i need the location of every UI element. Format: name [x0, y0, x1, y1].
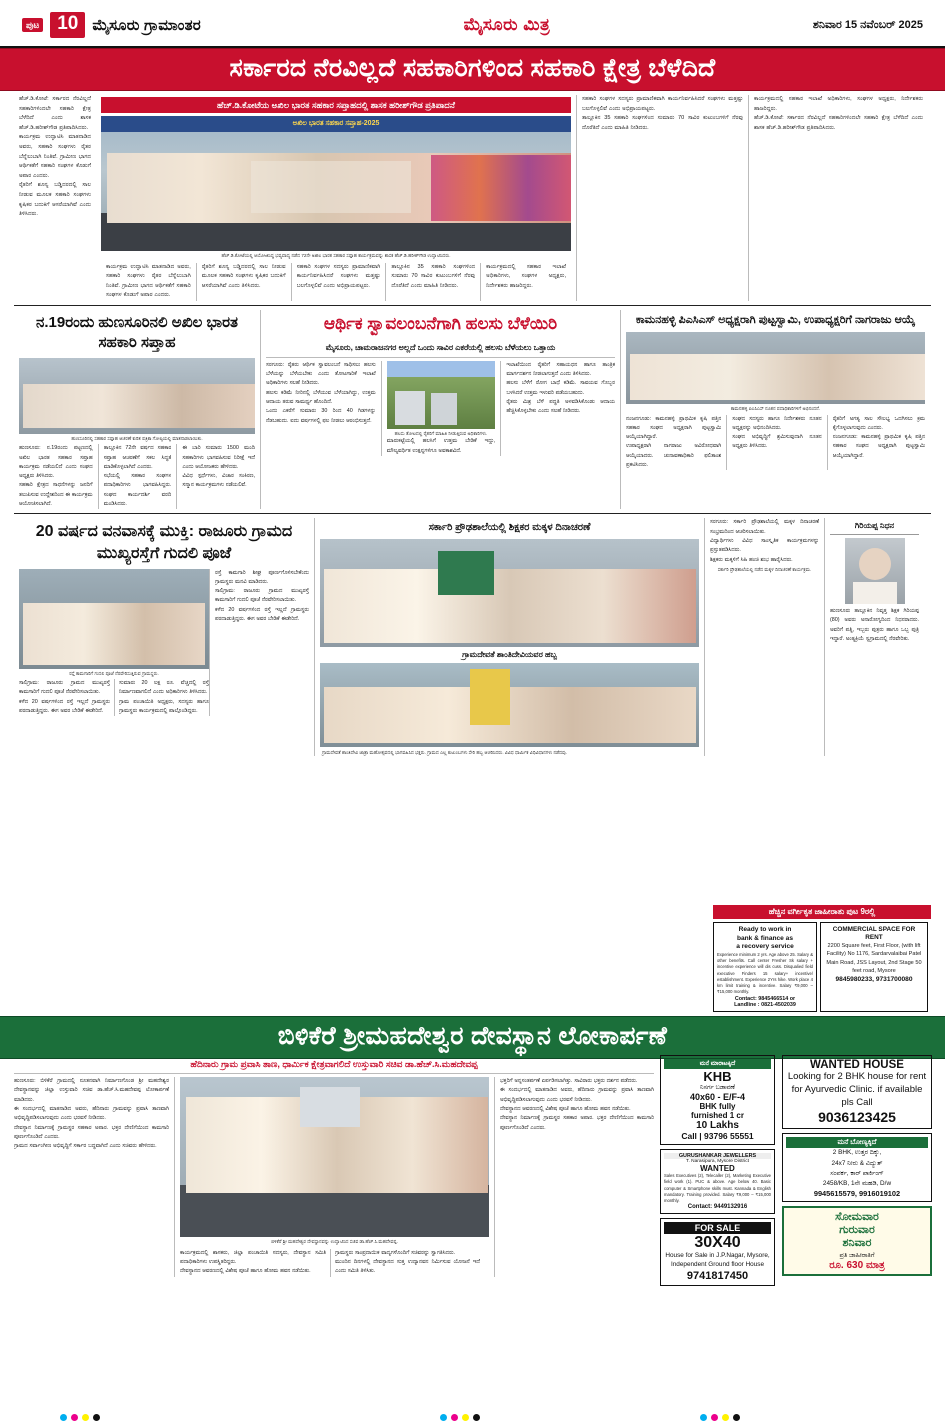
- story2-caption: ಹುಣಸೂರಿನಲ್ಲಿ ಸಹಕಾರ ಸಪ್ತಾಹ ಆಚರಣೆ ಕುರಿತ ಪತ್ರಿಕಾ ಗೋಷ್ಠಿಯಲ್ಲಿ ಮಾತನಾಡಲಾಯಿತು.: [71, 435, 203, 441]
- story6-photo2-title: ಗ್ರಾಮದೇವತೆ ಶಾಂತಿದೇವಿಯವರ ಹಬ್ಬ: [462, 649, 557, 659]
- cmyk-marks-left: [60, 1414, 100, 1421]
- story5-body-3: ರಸ್ತೆ ಕಾಮಗಾರಿ ಶೀಘ್ರ ಪೂರ್ಣಗೊಳಿಸಬೇಕೆಂದು ಗ್ರಾಮಸ್ಥರು ಮನವಿ ಮಾಡಿದರು.: [215, 569, 309, 585]
- story4-body-1b: ಉಪಾಧ್ಯಕ್ಷರಾಗಿ ನಾಗರಾಜು ಅವಿರೋಧವಾಗಿ ಆಯ್ಕೆಯಾದರು. ಚುನಾವಣಾಧಿಕಾರಿ ಫಲಿತಾಂಶ ಪ್ರಕಟಿಸಿದರು.: [626, 443, 722, 469]
- ad-recovery-contact: 9845466514 or: [758, 995, 796, 1002]
- paper-name: ಮೈಸೂರು ಮಿತ್ರ: [463, 15, 551, 34]
- lead-photo-caption: ಹೆಚ್.ಡಿ.ಕೋಟೆಯಲ್ಲಿ ಆಯೋಜಿಸಿದ್ದ ಭವ್ಯವಾದ್ಯ ನಡೆದ 72ನೇ ಅಖಿಲ ಭಾರತ ಸಹಕಾರ ಸಪ್ತಾಹ ಕಾರ್ಯಕ್ರಮವನ್ನು ಶಾಸಕ ಹೆಚ್.ಡಿ.ಹರೀಶ್‌ಗೌಡ ಉದ್ಘಾಟಿಸಿದರು.: [221, 253, 451, 258]
- ad-broker[interactable]: [782, 1133, 932, 1202]
- story3-body-1c: ಒಂದು ಎಕರೆಗೆ ಸುಮಾರು 30 ರಿಂದ 40 ಗಿಡಗಳನ್ನು ನೆಡಬಹುದು. ಐದು ವರ್ಷಗಳಲ್ಲಿ ಫಲ ನೀಡಲು ಆರಂಭಿಸುತ್ತದೆ.: [266, 408, 376, 424]
- page-number: 10: [50, 12, 85, 38]
- banner2-headline: ಬಿಳಿಕೆರೆ ಶ್ರೀಮಹದೇಶ್ವರ ದೇವಸ್ಥಾನ ಲೋಕಾರ್ಪಣೆ: [0, 1016, 945, 1059]
- story3-subhead: ಮೈಸೂರು, ಚಾಮರಾಜನಗರ ಅಲ್ಲದೆ ಒಂದು ಸಾವಿರ ಎಕರೆಯಲ್ಲಿ ಹಲಸು ಬೆಳೆಯಲು ಒತ್ತಾಯ: [266, 340, 615, 358]
- ads-column-1: [660, 1055, 775, 1286]
- ad-khb-line2: BHK fully: [699, 1102, 736, 1111]
- banner2-caption: ಬಿಳಿಕೆರೆ ಶ್ರೀ ಮಹದೇಶ್ವರ ದೇವಸ್ಥಾನವನ್ನು ಉದ್ಘಾಟಿಸಿದ ಸಚಿವ ಡಾ.ಹೆಚ್.ಸಿ.ಮಹದೇವಪ್ಪ.: [271, 1239, 398, 1245]
- lead-col-a: ಕಾರ್ಯಕ್ರಮ ಉದ್ಘಾಟಿಸಿ ಮಾತನಾಡಿದ ಅವರು, ಸಹಕಾರಿ ಸಂಘಗಳು ರೈತರ ಬೆನ್ನೆಲುಬಾಗಿ ನಿಂತಿವೆ. ಗ್ರಾಮೀಣ ಭಾಗದ ಆರ್ಥಿಕತೆಗೆ ಸಹಕಾರಿ ಸಂಘಗಳ ಕೊಡುಗೆ ಅಪಾರ ಎಂದರು.: [106, 263, 191, 299]
- ad-commercial-space[interactable]: [820, 922, 928, 1012]
- obituary-photo: [845, 538, 905, 604]
- ad-jewellers-body: Sales Executives (2), Telecaller (2), Marketing Executive field work (1). PUC & above. Age below 40. Basic computer & Smartphone skills must. Kannada & English mandatory. Training provided. Salary ₹9,000 – ₹15,000 monthly.: [664, 1173, 771, 1204]
- obituary-body: ಹುಣಸೂರು ತಾಲ್ಲೂಕಿನ ನಿವೃತ್ತ ಶಿಕ್ಷಕ ಗಿರಿಯಪ್ಪ (80) ಅವರು ಅನಾರೋಗ್ಯದಿಂದ ನಿಧನರಾದರು. ಅವರಿಗೆ ಪತ್ನಿ, ಇಬ್ಬರು ಪುತ್ರರು ಹಾಗೂ ಒಬ್ಬ ಪುತ್ರಿ ಇದ್ದಾರೆ. ಅಂತ್ಯಕ್ರಿಯೆ ಸ್ವಗ್ರಾಮದಲ್ಲಿ ನೆರವೇರಿತು.: [830, 608, 919, 643]
- story4-body-2b: ಸಂಘದ ಅಭಿವೃದ್ಧಿಗೆ ಶ್ರಮಿಸುವುದಾಗಿ ನೂತನ ಅಧ್ಯಕ್ಷರು ತಿಳಿಸಿದರು.: [732, 434, 822, 450]
- ad-broker-head: ಮನೆ ಬೋಣ್ಯಕ್ಕಿದೆ: [786, 1137, 928, 1148]
- ad-jewellers-name: GURUSHANKAR JEWELLERS: [664, 1153, 771, 1159]
- ad-somavara-l2: ಗುರುವಾರ: [839, 1224, 875, 1237]
- classified-header: ಹೆಚ್ಚಿನ ವರ್ಗೀಕೃತ ಜಾಹೀರಾತು ಪುಟ 9ರಲ್ಲಿ: [713, 905, 931, 919]
- story3-photo: [387, 361, 496, 429]
- ad-recovery-landline: 0821-4502039: [761, 1001, 796, 1008]
- lead-right-1: ಸಹಕಾರಿ ಸಂಘಗಳ ಸದಸ್ಯರು ಪ್ರಾಮಾಣಿಕವಾಗಿ ಕಾರ್ಯನಿರ್ವಹಿಸಿದರೆ ಸಂಘಗಳು ಮತ್ತಷ್ಟು ಬಲಗೊಳ್ಳಲಿವೆ ಎಂದು ಅಭಿಪ್ರಾಯಪಟ್ಟರು.: [582, 96, 743, 112]
- ad-jewellers-contact-label: Contact:: [687, 1204, 713, 1211]
- ad-recovery-contact-label: Contact:: [734, 995, 757, 1002]
- row-three: [0, 518, 945, 756]
- story4-body-3: ರೈತರಿಗೆ ಅಗತ್ಯ ಸಾಲ ಸೌಲಭ್ಯ ಒದಗಿಸಲು ಕ್ರಮ ಕೈಗೊಳ್ಳಲಾಗುವುದು ಎಂದರು.: [832, 415, 925, 431]
- banner2-body-4: ಭಕ್ತರಿಗೆ ಅನ್ನಸಂತರ್ಪಣೆ ಏರ್ಪಡಿಸಲಾಗಿತ್ತು. ಸಾವಿರಾರು ಭಕ್ತರು ದರ್ಶನ ಪಡೆದರು.: [500, 1078, 638, 1085]
- story5-body-1: ಸಾಲಿಗ್ರಾಮ: ರಾಜೂರು ಗ್ರಾಮದ ಮುಖ್ಯರಸ್ತೆ ಕಾಮಗಾರಿಗೆ ಗುದಲಿ ಪೂಜೆ ನೆರವೇರಿಸಲಾಯಿತು.: [19, 680, 110, 696]
- lead-body-2: ಕಾರ್ಯಕ್ರಮ ಉದ್ಘಾಟಿಸಿ ಮಾತನಾಡಿದ ಅವರು, ಸಹಕಾರಿ ಸಂಘಗಳು ರೈತರ ಬೆನ್ನೆಲುಬಾಗಿ ನಿಂತಿವೆ. ಗ್ರಾಮೀಣ ಭಾಗದ ಆರ್ಥಿಕತೆಗೆ ಸಹಕಾರಿ ಸಂಘಗಳ ಕೊಡುಗೆ ಅಪಾರ ಎಂದರು.: [19, 134, 91, 179]
- ad-khb[interactable]: [660, 1055, 775, 1145]
- ad-wanted-phone: 9036123425: [818, 1109, 896, 1126]
- banner2-body-3: ಗ್ರಾಮಸ್ಥರು ಸಾಂಪ್ರದಾಯಿಕ ವಾದ್ಯಗಳೊಂದಿಗೆ ಸಚಿವರನ್ನು ಸ್ವಾಗತಿಸಿದರು.: [335, 1249, 456, 1256]
- cmyk-marks-center: [440, 1414, 480, 1421]
- ad-somavara-l5: ರೂ. 630 ಮಾತ್ರ: [829, 1260, 885, 1272]
- ad-recovery-line3: a recovery service: [736, 943, 794, 951]
- lead-col-c: ಸಹಕಾರಿ ಸಂಘಗಳ ಸದಸ್ಯರು ಪ್ರಾಮಾಣಿಕವಾಗಿ ಕಾರ್ಯನಿರ್ವಹಿಸಿದರೆ ಸಂಘಗಳು ಮತ್ತಷ್ಟು ಬಲಗೊಳ್ಳಲಿವೆ ಎಂದು ಅಭಿಪ್ರಾಯಪಟ್ಟರು.: [296, 263, 381, 289]
- ad-broker-line4: 2458/KB, 1ನೇ ಮಹಡಿ, D/w: [822, 1180, 892, 1188]
- story6-headline: ಸರ್ಕಾರಿ ಪ್ರೌಢಶಾಲೆಯಲ್ಲಿ ಶಿಕ್ಷಕರ ಮಕ್ಕಳ ದಿನಾಚರಣೆ: [428, 522, 591, 534]
- story2-body-3: ಈ ಬಾರಿ ಸುಮಾರು 1500 ಮಂದಿ ಸಹಕಾರಿಗಳು ಭಾಗವಹಿಸುವ ನಿರೀಕ್ಷೆ ಇದೆ ಎಂದು ಆಯೋಜಕರು ಹೇಳಿದರು.: [182, 445, 255, 470]
- obituary-title: ಗಿರಿಯಪ್ಪ ನಿಧನ: [830, 518, 919, 535]
- ad-broker-phones: 9945615579, 9916019102: [813, 1189, 901, 1199]
- story5-photo: [19, 569, 209, 669]
- story2-body-1: ಹುಣಸೂರು: ನ.19ರಂದು ಪಟ್ಟಣದಲ್ಲಿ ಅಖಿಲ ಭಾರತ ಸಹಕಾರ ಸಪ್ತಾಹ ಕಾರ್ಯಕ್ರಮ ನಡೆಯಲಿದೆ ಎಂದು ಸಂಘದ ಅಧ್ಯಕ್ಷರು ತಿಳಿಸಿದರು.: [19, 445, 93, 480]
- lead-photo: [101, 116, 571, 251]
- banner2-body-1d: ಗ್ರಾಮದ ಸರ್ವಾಂಗೀಣ ಅಭಿವೃದ್ಧಿಗೆ ಸರ್ಕಾರ ಬದ್ಧವಾಗಿದೆ ಎಂದು ಸಚಿವರು ಹೇಳಿದರು.: [14, 1143, 157, 1150]
- ad-broker-line2: 24x7 ನೀರು & ವಿದ್ಯುತ್: [831, 1159, 883, 1167]
- story5-body-3b: ಸಾಲಿಗ್ರಾಮ: ರಾಜೂರು ಗ್ರಾಮದ ಮುಖ್ಯರಸ್ತೆ ಕಾಮಗಾರಿಗೆ ಗುದಲಿ ಪೂಜೆ ನೆರವೇರಿಸಲಾಯಿತು.: [215, 588, 309, 604]
- bottom-story: [14, 1055, 654, 1277]
- ad-for-sale[interactable]: [660, 1218, 775, 1286]
- story5-body-1b: ಕಳೆದ 20 ವರ್ಷಗಳಿಂದ ರಸ್ತೆ ಇಲ್ಲದೆ ಗ್ರಾಮಸ್ಥರು ಪರದಾಡುತ್ತಿದ್ದರು. ಈಗ ಅವರ ಬೇಡಿಕೆ ಈಡೇರಿದೆ.: [19, 698, 110, 715]
- ad-somavara-l1: ಸೋಮವಾರ: [835, 1211, 879, 1224]
- story6-body-3: ಶಿಕ್ಷಕರು ಮಕ್ಕಳಿಗೆ ಸಿಹಿ ಹಂಚಿ ಶುಭ ಹಾರೈಸಿದರು.: [710, 556, 793, 563]
- story5-body-2: ಸುಮಾರು 20 ಲಕ್ಷ ರೂ. ವೆಚ್ಚದಲ್ಲಿ ರಸ್ತೆ ನಿರ್ಮಾಣವಾಗಲಿದೆ ಎಂದು ಅಧಿಕಾರಿಗಳು ತಿಳಿಸಿದರು.: [119, 680, 209, 696]
- ad-forsale-title: 30X40: [694, 1234, 741, 1252]
- story6-body-2: ವಿದ್ಯಾರ್ಥಿಗಳು ವಿವಿಧ ಸಾಂಸ್ಕೃತಿಕ ಕಾರ್ಯಕ್ರಮಗಳನ್ನು ಪ್ರಸ್ತುತಪಡಿಸಿದರು.: [710, 537, 819, 554]
- story3-body-3c: ರೈತರು ಮಿಶ್ರ ಬೆಳೆ ಪದ್ಧತಿ ಅಳವಡಿಸಿಕೊಂಡು ಆದಾಯ ಹೆಚ್ಚಿಸಿಕೊಳ್ಳಬೇಕು ಎಂದು ಸಲಹೆ ನೀಡಿದರು.: [506, 399, 616, 415]
- ad-khb-call: Call | 93796 55551: [681, 1131, 754, 1141]
- ad-jewellers[interactable]: [660, 1149, 775, 1214]
- story4-photo: [626, 332, 925, 404]
- lead-body-1: ಹೆಚ್.ಡಿ.ಕೋಟೆ: ಸರ್ಕಾರದ ನೆರವಿಲ್ಲದೆ ಸಹಕಾರಿಗಳಿಂದಲೇ ಸಹಕಾರಿ ಕ್ಷೇತ್ರ ಬೆಳೆದಿದೆ ಎಂದು ಶಾಸಕ ಹೆಚ್.ಡಿ.ಹರೀಶ್‌ಗೌಡ ಪ್ರತಿಪಾದಿಸಿದರು.: [19, 96, 91, 131]
- banner2-body-3b: ಮುಂದಿನ ದಿನಗಳಲ್ಲಿ ದೇವಸ್ಥಾನದ ಸುತ್ತ ಉದ್ಯಾನವನ ನಿರ್ಮಿಸುವ ಯೋಜನೆ ಇದೆ ಎಂದು ಸಮಿತಿ ತಿಳಿಸಿತು.: [335, 1259, 480, 1275]
- banner2-subhead: ಹೆದಿನಾರು ಗ್ರಾಮ ಪ್ರವಾಸಿ ತಾಣ, ಧಾರ್ಮಿಕ ಕ್ಷೇತ್ರವಾಗಲಿದೆ ಉಸ್ತುವಾರಿ ಸಚಿವ ಡಾ.ಹೆಚ್.ಸಿ.ಮಹದೇವಪ್ಪ: [14, 1055, 654, 1074]
- ad-recovery-line2: bank & finance as: [736, 934, 794, 942]
- ad-jewellers-contact: 9449132916: [713, 1204, 748, 1211]
- lead-col-d: ತಾಲ್ಲೂಕಿನ 35 ಸಹಕಾರಿ ಸಂಘಗಳಿಂದ ಸುಮಾರು 70 ಸಾವಿರ ಕುಟುಂಬಗಳಿಗೆ ನೆರವು ದೊರೆತಿದೆ ಎಂದು ಮಾಹಿತಿ ನೀಡಿದರು.: [391, 263, 476, 289]
- story6-photo: [320, 539, 699, 647]
- row-two: [0, 310, 945, 509]
- ad-jewellers-wanted: WANTED: [700, 1164, 735, 1173]
- lead-photo-kicker: ಹೆಚ್.ಡಿ.ಕೋಟೆಯ ಅಖಿಲ ಭಾರತ ಸಹಕಾರ ಸಪ್ತಾಹದಲ್ಲಿ ಶಾಸಕ ಹರೀಶ್‌ಗೌಡ ಪ್ರತಿಪಾದನೆ: [101, 97, 571, 113]
- ad-khb-line3: furnished 1 cr: [691, 1111, 744, 1120]
- story3-headline: ಆರ್ಥಿಕ ಸ್ವಾವಲಂಬನೆಗಾಗಿ ಹಲಸು ಬೆಳೆಯಿರಿ: [323, 314, 558, 334]
- lead-right-3: ಕಾರ್ಯಕ್ರಮದಲ್ಲಿ ಸಹಕಾರ ಇಲಾಖೆ ಅಧಿಕಾರಿಗಳು, ಸಂಘಗಳ ಅಧ್ಯಕ್ಷರು, ನಿರ್ದೇಶಕರು ಹಾಜರಿದ್ದರು.: [754, 96, 923, 112]
- story6-photo2: [320, 663, 699, 747]
- ad-recovery-body: Experience minimum 2 yrs. Age above 25. Salary & other benefits. Call center Fresher Sk salary + incentive experience will dis cuss. Disqualied field executive Finders 15 salary+ incentive/ establishment. Experience 2Yrs hike. Work place 4 km limit training & incentive. Salary ₹9,000 – ₹15,000 monthly.: [717, 951, 813, 995]
- story6-body-1: ಸರಗೂರು: ಸರ್ಕಾರಿ ಪ್ರೌಢಶಾಲೆಯಲ್ಲಿ ಮಕ್ಕಳ ದಿನಾಚರಣೆ ಸಂಭ್ರಮದಿಂದ ಆಚರಿಸಲಾಯಿತು.: [710, 519, 819, 535]
- masthead-left: [22, 12, 201, 38]
- story3-body-1b: ಹಲಸು ಕಡಿಮೆ ನೀರಿನಲ್ಲಿ ಬೆಳೆಯುವ ಬೆಳೆಯಾಗಿದ್ದು, ಉತ್ತಮ ಆದಾಯ ತರುವ ಸಾಮರ್ಥ್ಯ ಹೊಂದಿದೆ.: [266, 389, 376, 406]
- lead-photo-banner: ಅಖಿಲ ಭಾರತ ಸಹಕಾರ ಸಪ್ತಾಹ-2025: [101, 116, 571, 132]
- story5-body-2b: ಗ್ರಾಮ ಪಂಚಾಯಿತಿ ಅಧ್ಯಕ್ಷರು, ಸದಸ್ಯರು ಹಾಗೂ ಗ್ರಾಮಸ್ಥರು ಕಾರ್ಯಕ್ರಮದಲ್ಲಿ ಪಾಲ್ಗೊಂಡಿದ್ದರು.: [119, 698, 209, 715]
- lead-right-4: ಹೆಚ್.ಡಿ.ಕೋಟೆ: ಸರ್ಕಾರದ ನೆರವಿಲ್ಲದೆ ಸಹಕಾರಿಗಳಿಂದಲೇ ಸಹಕಾರಿ ಕ್ಷೇತ್ರ ಬೆಳೆದಿದೆ ಎಂದು ಶಾಸಕ ಹೆಚ್.ಡಿ.ಹರೀಶ್‌ಗೌಡ ಪ್ರತಿಪಾದಿಸಿದರು.: [754, 115, 923, 131]
- cmyk-marks-right: [700, 1414, 740, 1421]
- story2-body-2: ತಾಲ್ಲೂಕಿನ 72ನೇ ವರ್ಷದ ಸಹಕಾರ ಸಪ್ತಾಹ ಆಚರಣೆಗೆ ಸಕಲ ಸಿದ್ಧತೆ ಮಾಡಿಕೊಳ್ಳಲಾಗಿದೆ ಎಂದರು.: [103, 445, 172, 470]
- story4-body-1: ನಂಜನಗೂಡು: ಕಾಮನಹಳ್ಳಿ ಪ್ರಾಥಮಿಕ ಕೃಷಿ ಪತ್ತಿನ ಸಹಕಾರ ಸಂಘದ ಅಧ್ಯಕ್ಷರಾಗಿ ಪುಟ್ಟಸ್ವಾಮಿ ಆಯ್ಕೆಯಾಗಿದ್ದಾರೆ.: [626, 415, 722, 441]
- ad-forsale-body: House for Sale in J.P.Nagar, Mysore, Independent Ground floor House: [665, 1252, 770, 1269]
- story2-body-3b: ವಿವಿಧ ಸ್ಪರ್ಧೆಗಳು, ವಿಚಾರ ಸಂಕಿರಣ, ಸನ್ಮಾನ ಕಾರ್ಯಕ್ರಮಗಳು ನಡೆಯಲಿವೆ.: [182, 473, 255, 489]
- story4-body-3b: ನಂಜನಗೂಡು: ಕಾಮನಹಳ್ಳಿ ಪ್ರಾಥಮಿಕ ಕೃಷಿ ಪತ್ತಿನ ಸಹಕಾರ ಸಂಘದ ಅಧ್ಯಕ್ಷರಾಗಿ ಪುಟ್ಟಸ್ವಾಮಿ ಆಯ್ಕೆಯಾಗಿದ್ದಾರೆ.: [832, 434, 925, 459]
- banner2-photo: [180, 1077, 489, 1237]
- ad-forsale-head: FOR SALE: [664, 1222, 771, 1234]
- ad-somavara-l4: ಪ್ರತಿ ಜಾಹೀರಾತಿಗೆ: [839, 1252, 875, 1260]
- story4-headline: ಕಾಮನಹಳ್ಳಿ ಪಿಎಸಿಎಸ್ ಅಧ್ಯಕ್ಷರಾಗಿ ಪುಟ್ಟಸ್ವಾಮಿ, ಉಪಾಧ್ಯಕ್ಷರಿಗೆ ನಾಗರಾಜು ಆಯ್ಕೆ: [635, 314, 916, 327]
- banner2-body-1b: ಈ ಸಂದರ್ಭದಲ್ಲಿ ಮಾತನಾಡಿದ ಅವರು, ಹೆದಿನಾರು ಗ್ರಾಮವನ್ನು ಪ್ರವಾಸಿ ತಾಣವಾಗಿ ಅಭಿವೃದ್ಧಿಪಡಿಸಲಾಗುವುದು ಎಂದು ಭರವಸೆ ನೀಡಿದರು.: [14, 1106, 169, 1122]
- story4-body-2: ಸಂಘದ ಸದಸ್ಯರು ಹಾಗೂ ನಿರ್ದೇಶಕರು ನೂತನ ಅಧ್ಯಕ್ಷರನ್ನು ಅಭಿನಂದಿಸಿದರು.: [732, 415, 822, 431]
- story2-headline: ನ.19ರಂದು ಹುಣಸೂರಿನಲಿ ಅಖಿಲ ಭಾರತ ಸಹಕಾರಿ ಸಪ್ತಾಹ: [36, 314, 238, 352]
- story3-caption: ಹಲಸು ತೋಟದಲ್ಲಿ ರೈತರಿಗೆ ಮಾಹಿತಿ ನೀಡುತ್ತಿರುವ ಅಧಿಕಾರಿಗಳು.: [394, 430, 488, 436]
- story5-headline: 20 ವರ್ಷದ ವನವಾಸಕ್ಕೆ ಮುಕ್ತಿ: ರಾಜೂರು ಗ್ರಾಮದ ಮುಖ್ಯರಸ್ತೆಗೆ ಗುದಲಿ ಪೂಜೆ: [35, 523, 293, 562]
- story4-caption: ಕಾಮನಹಳ್ಳಿ ಪಿಎಸಿಎಸ್ ನೂತನ ಪದಾಧಿಕಾರಿಗಳಿಗೆ ಅಭಿನಂದನೆ.: [730, 405, 821, 411]
- masthead: [0, 0, 945, 48]
- ad-recovery[interactable]: [713, 922, 817, 1012]
- story3-body-3b: ಹಲಸು ಬೆಳೆಗೆ ರೋಗ ಬಾಧೆ ಕಡಿಮೆ. ಸಾವಯವ ಗೊಬ್ಬರ ಬಳಸಿದರೆ ಉತ್ತಮ ಇಳುವರಿ ಪಡೆಯಬಹುದು.: [506, 380, 616, 396]
- ad-broker-line1: 2 BHK, ಉತ್ತರ ದಿಕ್ಕು,: [832, 1149, 882, 1157]
- ad-somavara[interactable]: [782, 1206, 932, 1276]
- story5-body-3c: ಕಳೆದ 20 ವರ್ಷಗಳಿಂದ ರಸ್ತೆ ಇಲ್ಲದೆ ಗ್ರಾಮಸ್ಥರು ಪರದಾಡುತ್ತಿದ್ದರು. ಈಗ ಅವರ ಬೇಡಿಕೆ ಈಡೇರಿದೆ.: [215, 606, 309, 622]
- lead-headline: ಸರ್ಕಾರದ ನೆರವಿಲ್ಲದೆ ಸಹಕಾರಿಗಳಿಂದ ಸಹಕಾರಿ ಕ್ಷೇತ್ರ ಬೆಳೆದಿದೆ: [0, 48, 945, 91]
- story5-caption: ರಸ್ತೆ ಕಾಮಗಾರಿಗೆ ಗುದಲಿ ಪೂಜೆ ನೆರವೇರಿಸುತ್ತಿರುವ ಗ್ರಾಮಸ್ಥರು.: [69, 670, 159, 676]
- ad-khb-title: KHB: [703, 1069, 732, 1084]
- ad-recovery-landline-label: Landline :: [734, 1001, 760, 1008]
- lead-col-e: ಕಾರ್ಯಕ್ರಮದಲ್ಲಿ ಸಹಕಾರ ಇಲಾಖೆ ಅಧಿಕಾರಿಗಳು, ಸಂಘಗಳ ಅಧ್ಯಕ್ಷರು, ನಿರ್ದೇಶಕರು ಹಾಜರಿದ್ದರು.: [486, 263, 567, 289]
- classified-ads-panel: [713, 905, 931, 1012]
- ad-wanted-house[interactable]: [782, 1055, 932, 1129]
- ad-wanted-head: WANTED HOUSE: [810, 1059, 904, 1071]
- banner2-body-2: ಕಾರ್ಯಕ್ರಮದಲ್ಲಿ ಶಾಸಕರು, ಜಿಲ್ಲಾ ಪಂಚಾಯಿತಿ ಸದಸ್ಯರು, ದೇವಸ್ಥಾನ ಸಮಿತಿ ಪದಾಧಿಕಾರಿಗಳು ಉಪಸ್ಥಿತರಿದ್ದರು.: [180, 1249, 326, 1266]
- edition-name: ಮೈಸೂರು ಗ್ರಾಮಾಂತರ: [92, 16, 201, 34]
- ad-commercial-phones: 9845980233, 9731700080: [835, 975, 913, 983]
- banner2-body-1c: ದೇವಸ್ಥಾನ ನಿರ್ಮಾಣಕ್ಕೆ ಗ್ರಾಮಸ್ಥರ ಸಹಕಾರ ಅಪಾರ. ಭಕ್ತರ ದೇಣಿಗೆಯಿಂದ ಕಾಮಗಾರಿ ಪೂರ್ಣಗೊಂಡಿದೆ ಎಂದರು.: [14, 1124, 169, 1140]
- publication-date: ಶನಿವಾರ 15 ನವೆಂಬರ್ 2025: [812, 18, 923, 31]
- banner2-body-2b: ದೇವಸ್ಥಾನದ ಆವರಣದಲ್ಲಿ ವಿಶೇಷ ಪೂಜೆ ಹಾಗೂ ಹೋಮ ಹವನ ನಡೆಯಿತು.: [180, 1268, 311, 1275]
- story6-photo2-caption: ಗ್ರಾಮದೇವತೆ ಶಾಂತಿದೇವಿ ಜಾತ್ರಾ ಮಹೋತ್ಸವದಲ್ಲಿ ಭಾಗವಹಿಸಿದ ಭಕ್ತರು. ಗ್ರಾಮದ ಎಲ್ಲ ಕುಟುಂಬಗಳು ಸೇರಿ ಹಬ್ಬ ಆಚರಿಸಿದರು. ವಿವಿಧ ಧಾರ್ಮಿಕ ವಿಧಿವಿಧಾನಗಳು ನಡೆದವು.: [322, 749, 568, 755]
- banner2-body-1: ಹುಣಸೂರು: ಬಿಳಿಕೆರೆ ಗ್ರಾಮದಲ್ಲಿ ನೂತನವಾಗಿ ನಿರ್ಮಾಣಗೊಂಡ ಶ್ರೀ ಮಹದೇಶ್ವರ ದೇವಸ್ಥಾನವನ್ನು ಜಿಲ್ಲಾ ಉಸ್ತುವಾರಿ ಸಚಿವ ಡಾ.ಹೆಚ್.ಸಿ.ಮಹದೇವಪ್ಪ ಲೋಕಾರ್ಪಣೆ ಮಾಡಿದರು.: [14, 1078, 169, 1103]
- story2-body-1b: ಸಹಕಾರಿ ಕ್ಷೇತ್ರದ ಸಾಧನೆಗಳನ್ನು ಜನರಿಗೆ ತಲುಪಿಸುವ ಉದ್ದೇಶದಿಂದ ಈ ಕಾರ್ಯಕ್ರಮ ಆಯೋಜಿಸಲಾಗಿದೆ.: [19, 482, 93, 508]
- banner2-body-4b: ಈ ಸಂದರ್ಭದಲ್ಲಿ ಮಾತನಾಡಿದ ಅವರು, ಹೆದಿನಾರು ಗ್ರಾಮವನ್ನು ಪ್ರವಾಸಿ ತಾಣವಾಗಿ ಅಭಿವೃದ್ಧಿಪಡಿಸಲಾಗುವುದು ಎಂದು ಭರವಸೆ ನೀಡಿದರು.: [500, 1087, 654, 1103]
- page-label: ಪುಟ: [22, 18, 43, 32]
- ads-column-2: [782, 1055, 932, 1276]
- ad-khb-line1: ನಿಸರ್ಗ ಬಡಾವಣೆ: [700, 1084, 735, 1091]
- ad-khb-head: ಮನೆ ಮಾರಾಟಕ್ಕಿದೆ: [664, 1059, 771, 1069]
- ad-broker-line3: ಸಂಪರ್ಕ, ಕಾರ್ ಪಾರ್ಕಿಂಗ್: [830, 1169, 884, 1177]
- banner2-body-4c: ದೇವಸ್ಥಾನದ ಆವರಣದಲ್ಲಿ ವಿಶೇಷ ಪೂಜೆ ಹಾಗೂ ಹೋಮ ಹವನ ನಡೆಯಿತು.: [500, 1106, 631, 1113]
- story6-caption: ಸರ್ಕಾರಿ ಪ್ರೌಢಶಾಲೆಯಲ್ಲಿ ನಡೆದ ಮಕ್ಕಳ ದಿನಾಚರಣೆ ಕಾರ್ಯಕ್ರಮ.: [717, 566, 812, 572]
- banner2-body-4d: ದೇವಸ್ಥಾನ ನಿರ್ಮಾಣಕ್ಕೆ ಗ್ರಾಮಸ್ಥರ ಸಹಕಾರ ಅಪಾರ. ಭಕ್ತರ ದೇಣಿಗೆಯಿಂದ ಕಾಮಗಾರಿ ಪೂರ್ಣಗೊಂಡಿದೆ ಎಂದರು.: [500, 1115, 654, 1131]
- ad-commercial-body: 2200 Square feet, First Floor, (with lift Facility) No 1176, Sardarvalaibai Patel Main Road, JSS Layout, 2nd Stage 50 feet road, Mysore: [826, 943, 922, 975]
- ad-wanted-body: Looking for 2 BHK house for rent for Ayurvedic Clinic. if available pls Call: [787, 1071, 927, 1108]
- story3-body-2: ಮಾರುಕಟ್ಟೆಯಲ್ಲಿ ಹಲಸಿಗೆ ಉತ್ತಮ ಬೇಡಿಕೆ ಇದ್ದು, ಮೌಲ್ಯವರ್ಧಿತ ಉತ್ಪನ್ನಗಳಿಗೂ ಅವಕಾಶವಿದೆ.: [386, 438, 496, 454]
- lead-body-3: ರೈತರಿಗೆ ಶೂನ್ಯ ಬಡ್ಡಿದರದಲ್ಲಿ ಸಾಲ ನೀಡುವ ಮೂಲಕ ಸಹಕಾರಿ ಸಂಘಗಳು ಕೃಷಿಕರ ಬದುಕಿಗೆ ಆಸರೆಯಾಗಿವೆ ಎಂದು ತಿಳಿಸಿದರು.: [19, 182, 91, 218]
- lead-col-b: ರೈತರಿಗೆ ಶೂನ್ಯ ಬಡ್ಡಿದರದಲ್ಲಿ ಸಾಲ ನೀಡುವ ಮೂಲಕ ಸಹಕಾರಿ ಸಂಘಗಳು ಕೃಷಿಕರ ಬದುಕಿಗೆ ಆಸರೆಯಾಗಿವೆ ಎಂದು ತಿಳಿಸಿದರು.: [201, 263, 286, 289]
- lead-right-2: ತಾಲ್ಲೂಕಿನ 35 ಸಹಕಾರಿ ಸಂಘಗಳಿಂದ ಸುಮಾರು 70 ಸಾವಿರ ಕುಟುಂಬಗಳಿಗೆ ನೆರವು ದೊರೆತಿದೆ ಎಂದು ಮಾಹಿತಿ ನೀಡಿದರು.: [582, 115, 743, 131]
- story3-body-3: ಇಲಾಖೆಯಿಂದ ರೈತರಿಗೆ ಸಹಾಯಧನ ಹಾಗೂ ತಾಂತ್ರಿಕ ಮಾರ್ಗದರ್ಶನ ನೀಡಲಾಗುತ್ತದೆ ಎಂದು ತಿಳಿಸಿದರು.: [506, 361, 616, 378]
- lead-section: [0, 91, 945, 301]
- ad-commercial-title: COMMERCIAL SPACE FOR RENT: [832, 926, 916, 941]
- ad-recovery-line1: Ready to work in: [738, 926, 792, 933]
- ad-forsale-phone: 9741817450: [686, 1270, 749, 1283]
- ad-somavara-l3: ಶನಿವಾರ: [842, 1237, 872, 1250]
- story3-body-1: ಸರಗೂರು: ರೈತರು ಆರ್ಥಿಕ ಸ್ವಾವಲಂಬನೆ ಸಾಧಿಸಲು ಹಲಸು ಬೆಳೆಯನ್ನು ಬೆಳೆಯಬೇಕು ಎಂದು ತೋಟಗಾರಿಕೆ ಇಲಾಖೆ ಅಧಿಕಾರಿಗಳು ಸಲಹೆ ನೀಡಿದರು.: [266, 361, 376, 387]
- story2-photo: [19, 358, 255, 434]
- ad-khb-size: 40x60 - E/F-4: [689, 1092, 746, 1102]
- story2-body-2b: ಸಭೆಯಲ್ಲಿ ಸಹಕಾರ ಸಂಘಗಳ ಪದಾಧಿಕಾರಿಗಳು ಭಾಗವಹಿಸಿದ್ದರು. ಸಂಘದ ಕಾರ್ಯದರ್ಶಿ ವರದಿ ಮಂಡಿಸಿದರು.: [103, 473, 172, 508]
- ad-khb-price: 10 Lakhs: [696, 1120, 739, 1131]
- ad-jewellers-addr: T. Narasipura, Mysore District: [686, 1159, 749, 1164]
